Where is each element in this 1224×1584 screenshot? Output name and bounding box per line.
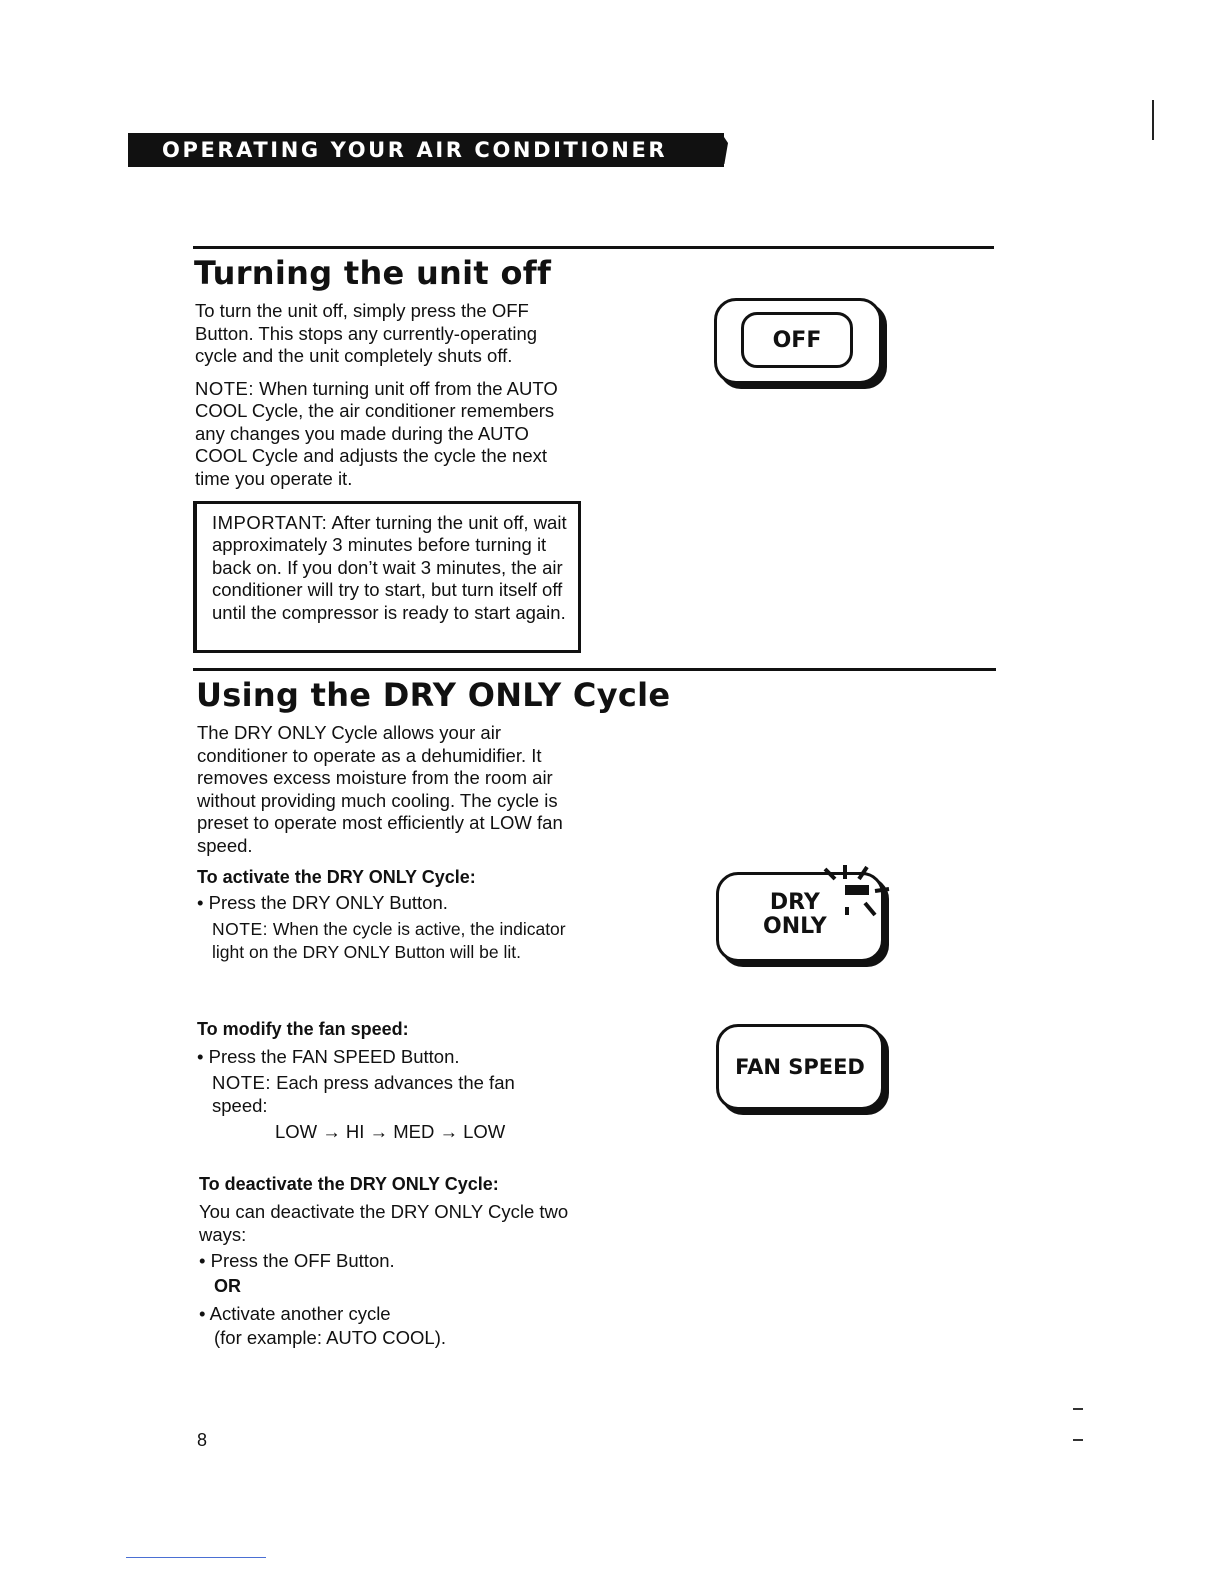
header-bar-tick-decoration [722, 134, 728, 164]
important-callout-box [193, 501, 581, 653]
fan-note-text: Each press advances the fan speed: [212, 1072, 515, 1116]
fan-speed-button-label: FAN SPEED [735, 1055, 865, 1079]
off-button-face [741, 312, 853, 368]
deactivate-bullet-2 [199, 1303, 619, 1325]
page-number: 8 [197, 1430, 208, 1450]
deactivate-or: OR [214, 1276, 241, 1296]
deactivate-bullet-1 [199, 1250, 619, 1272]
activate-bullet-item [197, 892, 617, 914]
fan-bullet-text: Press the FAN SPEED Button. [208, 1046, 460, 1067]
dry-button-line2: ONLY [763, 914, 827, 939]
off-intro-paragraph: To turn the unit off, simply press the OFF Button. This stops any currently-operating cycle and the unit completely shuts off. [195, 300, 538, 366]
header-title: OPERATING YOUR AIR CONDITIONER [162, 138, 668, 162]
activate-bullet-text: Press the DRY ONLY Button. [208, 892, 448, 913]
note-text: When turning unit off from the AUTO COOL Cycle, the air conditioner remembers any changes you made during the AUTO COOL Cycle and adjusts the cycle the next time you operate it. [195, 377, 558, 489]
activate-note-label: NOTE: [212, 919, 268, 939]
bullet-glyph: • [197, 892, 204, 913]
dry-button-line1: DRY [769, 890, 820, 915]
deactivate-bullet-1-text: Press the OFF Button. [210, 1250, 395, 1271]
important-text: After turning the unit off, wait approximately 3 minutes before turning it back on. If you don’t wait 3 minutes, the air conditioner will try to start, but turn itself off until the compressor is ready to start again. [212, 512, 567, 623]
edge-mark [1073, 1408, 1083, 1410]
off-button-label: OFF [772, 327, 822, 353]
section-header-bar [128, 133, 724, 167]
bullet-glyph: • [197, 1046, 204, 1067]
section-rule-dry [193, 668, 996, 671]
fan-note [197, 1072, 552, 1117]
deactivate-bullet-2-example: (for example: AUTO COOL). [214, 1327, 446, 1348]
activate-note [197, 918, 572, 963]
bottom-rule [126, 1557, 266, 1558]
fan-speed-sequence: LOW → HI → MED → LOW [275, 1121, 506, 1142]
section-rule-off [193, 246, 994, 249]
dry-activate-block [197, 867, 617, 963]
margin-mark [1152, 100, 1154, 140]
deactivate-heading: To deactivate the DRY ONLY Cycle: [199, 1174, 499, 1194]
indicator-light-icon [815, 863, 901, 943]
fan-speed-button-illustration [716, 1024, 884, 1110]
dry-only-button-illustration [716, 872, 884, 962]
fan-speed-block [197, 1019, 617, 1143]
section-title-dry: Using the DRY ONLY Cycle [196, 676, 671, 714]
deactivate-block [199, 1174, 619, 1349]
deactivate-bullet-2-text: Activate another cycle [209, 1303, 391, 1324]
activate-note-text: When the cycle is active, the indicator light on the DRY ONLY Button will be lit. [212, 919, 566, 962]
fan-heading: To modify the fan speed: [197, 1019, 409, 1039]
fan-note-label: NOTE: [212, 1072, 272, 1093]
section-off-body [195, 300, 580, 500]
note-label: NOTE: [195, 377, 255, 399]
dry-intro-paragraph: The DRY ONLY Cycle allows your air conditioner to operate as a dehumidifier. It removes excess moisture from the room air without providing much cooling. The cycle is preset to operate most efficiently at LOW fan speed. [197, 722, 563, 856]
bullet-glyph: • [199, 1303, 206, 1324]
deactivate-intro: You can deactivate the DRY ONLY Cycle two ways: [199, 1201, 569, 1245]
off-button-illustration [714, 298, 882, 384]
activate-heading: To activate the DRY ONLY Cycle: [197, 867, 476, 887]
bullet-glyph: • [199, 1250, 206, 1271]
important-label: IMPORTANT: [212, 512, 328, 533]
edge-mark [1073, 1439, 1083, 1441]
fan-bullet-item [197, 1046, 617, 1068]
off-note-paragraph [195, 378, 580, 491]
section-title-off: Turning the unit off [194, 254, 552, 292]
